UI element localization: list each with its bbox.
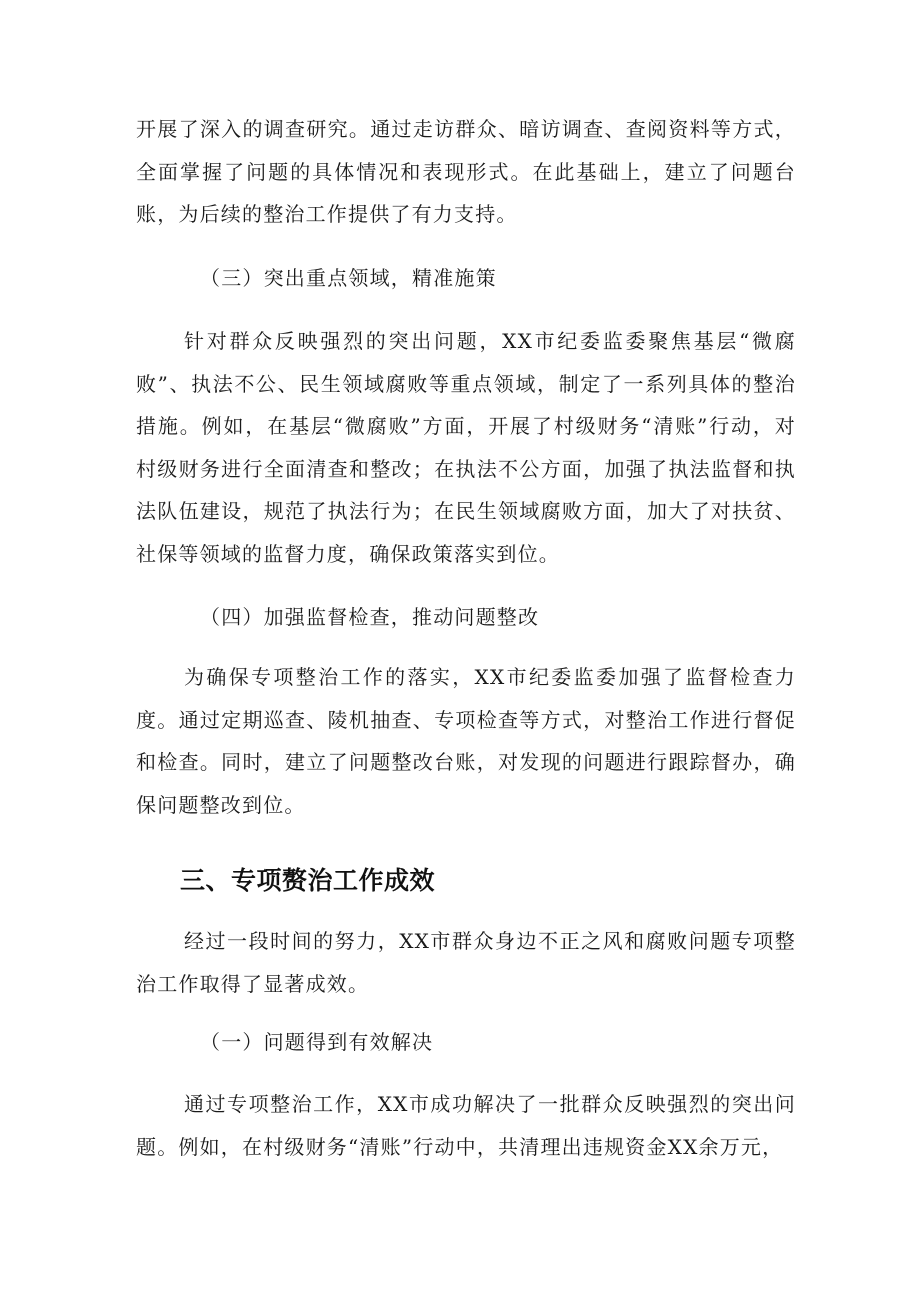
paragraph-4: 为确保专项整治工作的落实，XX市纪委监委加强了监督检查力度。通过定期巡查、陵机抽查、专项检查等方式，对整治工作进行督促和检查。同时，建立了问题整改台账，对发现的问题进行跟踪督办，确保问题整改到位。 (136, 665, 796, 817)
subheading-3: （三）突出重点领域，精准施策 (200, 266, 497, 290)
paragraph-3: 针对群众反映强烈的突出问题，XX市纪委监委聚焦基层“微腐败”、执法不公、民生领域腐败等重点领域，制定了一系列具体的整治措施。例如，在基层“微腐败”方面，开展了村级财务“清账”行动，对村级财务进行全面清查和整改；在执法不公方面，加强了执法监督和执法队伍建设，规范了执法行为；在民生领域腐败方面，加大了对扶贫、社保等领域的监督力度，确保政策落实到位。 (136, 329, 796, 566)
section-title-3: 三、专项赘治工作成效 (180, 866, 436, 895)
paragraph-intro: 开展了深入的调查研究。通过走访群众、暗访调查、查阅资料等方式，全面掌握了问题的具体情况和表现形式。在此基础上，建立了问题台账，为后续的整治工作提供了有力支持。 (136, 117, 796, 226)
subheading-4: （四）加强监督检查，推动问题整改 (200, 605, 540, 629)
subheading-section-3-1: （一）问题得到有效解决 (200, 1030, 434, 1054)
paragraph-section-3-1: 通过专项整治工作，XX市成功解决了一批群众反映强烈的突出问题。例如，在村级财务“清账”行动中，共清理出违规资金XX余万元， (136, 1092, 796, 1159)
paragraph-section-3: 经过一段时间的努力，XX市群众身边不正之风和腐败问题专项整治工作取得了显著成效。 (136, 929, 796, 996)
